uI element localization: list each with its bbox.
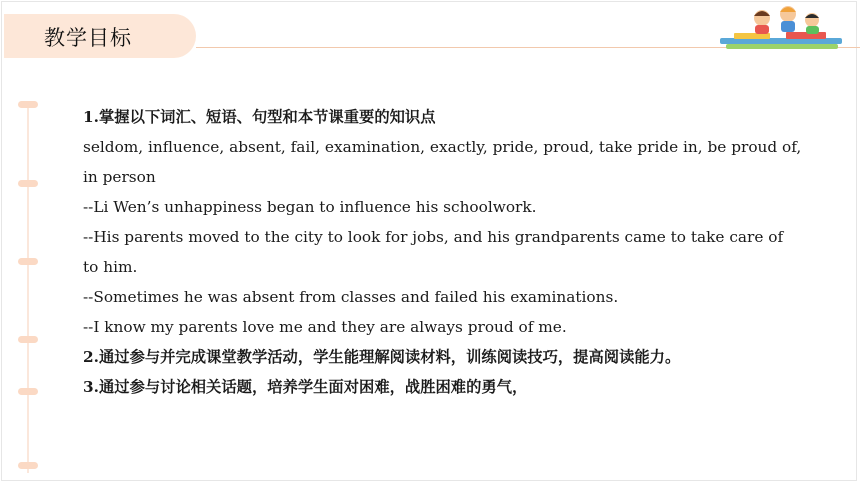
children-reading-clipart: [716, 2, 846, 54]
side-decoration-dot: [18, 258, 38, 265]
example-sentence: --His parents moved to the city to look for jobs, and his grandparents came to take care of to him.: [83, 228, 784, 276]
side-decoration-dot: [18, 180, 38, 187]
side-decoration-dot: [18, 462, 38, 469]
side-decoration-dot: [18, 336, 38, 343]
objective-3: 3.通过参与讨论相关话题，培养学生面对困难，战胜困难的勇气，: [83, 378, 528, 396]
slide-title: 教学目标: [44, 26, 132, 50]
side-decoration-line: [27, 103, 29, 473]
example-sentence: --Li Wen’s unhappiness began to influence his schoolwork.: [83, 198, 537, 216]
side-decoration-dot: [18, 101, 38, 108]
vocabulary-list: seldom, influence, absent, fail, examination, exactly, pride, proud, take pride in, be proud of, in person: [83, 138, 802, 186]
example-sentence: --I know my parents love me and they are always proud of me.: [83, 318, 567, 336]
objectives-list: [83, 102, 803, 402]
example-sentence: --Sometimes he was absent from classes and failed his examinations.: [83, 288, 619, 306]
side-decoration-dot: [18, 388, 38, 395]
objective-2: 2.通过参与并完成课堂教学活动，学生能理解阅读材料，训练阅读技巧，提高阅读能力。: [83, 348, 681, 366]
objective-1-heading: 1.掌握以下词汇、短语、句型和本节课重要的知识点: [83, 108, 436, 126]
